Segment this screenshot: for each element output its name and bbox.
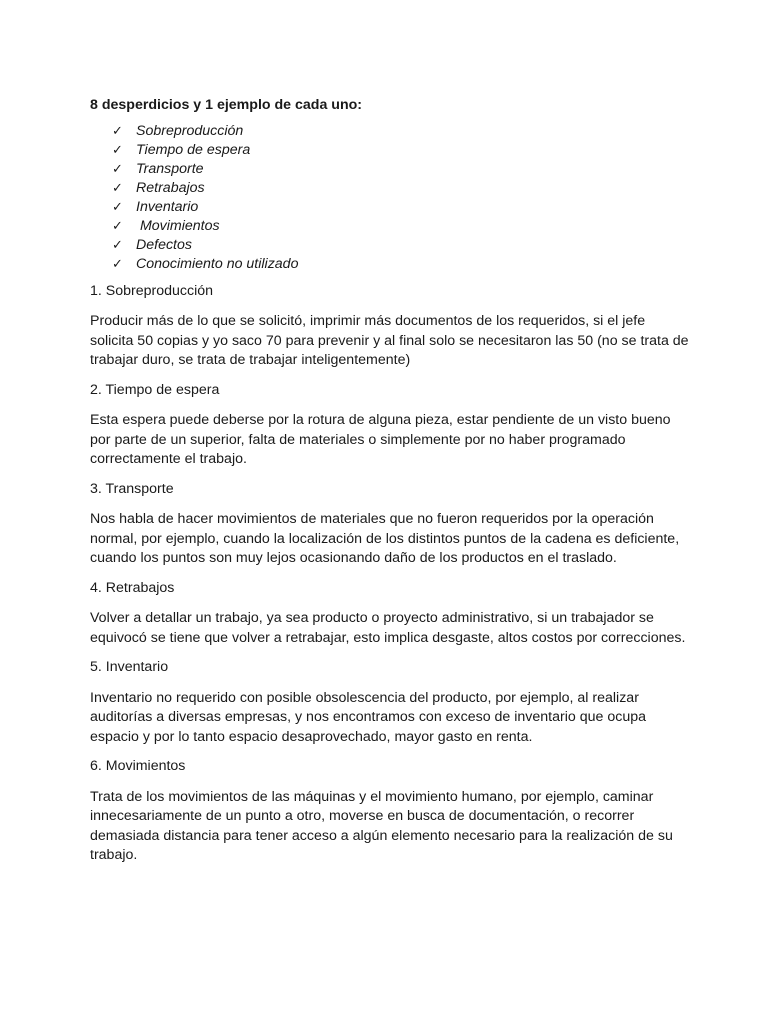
- checklist-item: [112, 255, 690, 274]
- document-title: 8 desperdicios y 1 ejemplo de cada uno:: [90, 97, 363, 113]
- check-mark-icon: ✓: [112, 256, 123, 272]
- section-heading: 5. Inventario: [90, 659, 169, 675]
- section-tiempo-de-espera: [90, 381, 690, 470]
- section-retrabajos: [90, 579, 690, 649]
- section-body: Esta espera puede deberse por la rotura de alguna pieza, estar pendiente de un visto bueno por parte de un superior, falta de materiales o simplemente por no haber programado correctamente el trabajo.: [90, 412, 671, 467]
- check-mark-icon: ✓: [112, 180, 123, 196]
- checklist-item-label: Movimientos: [136, 217, 220, 234]
- section-inventario: [90, 658, 690, 747]
- section-movimientos: [90, 757, 690, 866]
- section-body: Inventario no requerido con posible obsolescencia del producto, por ejemplo, al realizar auditorías a diversas empresas, y nos encontramos con exceso de inventario que ocupa espacio y por lo tanto espacio desaprovechado, mayor gasto en renta.: [90, 689, 646, 745]
- check-mark-icon: ✓: [112, 123, 123, 139]
- section-heading: 2. Tiempo de espera: [90, 381, 220, 398]
- document-page: [90, 96, 690, 876]
- checklist-item-label: Transporte: [136, 160, 204, 177]
- section-body: Producir más de lo que se solicitó, imprimir más documentos de los requeridos, si el jefe solicita 50 copias y yo saco 70 para prevenir y al final solo se necesitaron las 50 (no se trata de trabajar duro, se trata de trabajar inteligentemente): [90, 313, 689, 368]
- section-transporte: [90, 480, 690, 569]
- checklist-item: [112, 217, 690, 236]
- section-heading: 3. Transporte: [90, 480, 174, 497]
- check-mark-icon: ✓: [112, 237, 123, 253]
- checklist-item: [112, 141, 690, 160]
- checklist-item: [112, 160, 690, 179]
- checklist-item: [112, 179, 690, 198]
- check-mark-icon: ✓: [112, 161, 123, 177]
- checklist-item-label: Conocimiento no utilizado: [136, 255, 299, 272]
- check-mark-icon: ✓: [112, 199, 123, 215]
- section-heading: 6. Movimientos: [90, 758, 186, 774]
- section-heading: 1. Sobreproducción: [90, 282, 214, 299]
- waste-checklist: [90, 122, 690, 274]
- checklist-item-label: Retrabajos: [136, 179, 205, 196]
- checklist-item-label: Tiempo de espera: [136, 141, 251, 158]
- checklist-item-label: Defectos: [136, 236, 192, 253]
- section-body: Volver a detallar un trabajo, ya sea producto o proyecto administrativo, si un trabajador se equivocó se tiene que volver a retrabajar, esto implica desgaste, altos costos por correcciones.: [90, 610, 686, 646]
- check-mark-icon: ✓: [112, 142, 123, 158]
- checklist-item: [112, 122, 690, 141]
- checklist-item: [112, 236, 690, 255]
- section-body: Nos habla de hacer movimientos de materiales que no fueron requeridos por la operación normal, por ejemplo, cuando la localización de los distintos puntos de la cadena es deficiente, cuando los puntos son muy lejos ocasionando daño de los productos en el traslado.: [90, 511, 680, 566]
- section-heading: 4. Retrabajos: [90, 579, 175, 596]
- checklist-item-label: Sobreproducción: [136, 122, 244, 139]
- section-sobreproduccion: [90, 282, 690, 371]
- section-body: Trata de los movimientos de las máquinas y el movimiento humano, por ejemplo, caminar innecesariamente de un punto a otro, moverse en busca de documentación, o recorrer demasiada distancia para tener acceso a algún elemento necesario para la realización de su trabajo.: [90, 788, 673, 863]
- checklist-item-label: Inventario: [136, 198, 199, 215]
- checklist-item: [112, 198, 690, 217]
- check-mark-icon: ✓: [112, 218, 123, 234]
